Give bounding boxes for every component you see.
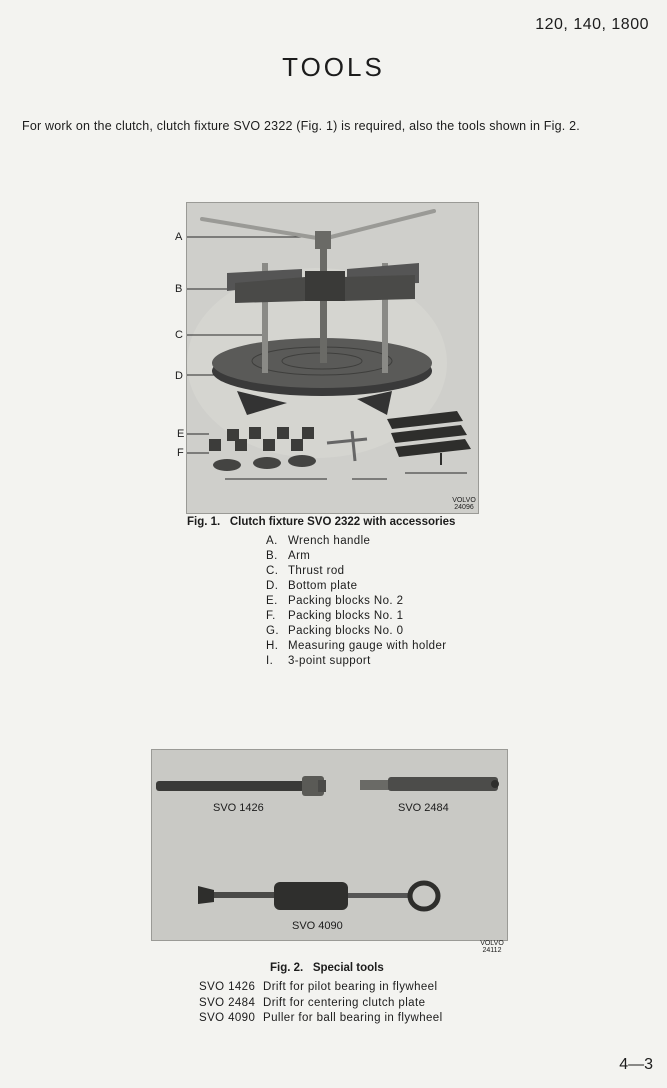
figure2-caption xyxy=(270,962,384,974)
legend-item xyxy=(266,549,446,564)
legend-key: G. xyxy=(266,625,279,637)
tool-code: SVO 1426 xyxy=(199,981,256,993)
legend-key: D. xyxy=(266,580,279,592)
label-c: C xyxy=(175,329,183,341)
tool-item xyxy=(199,996,443,1012)
figure1-stamp-brand: VOLVO xyxy=(452,497,476,504)
legend-key: H. xyxy=(266,640,279,652)
label-f: F xyxy=(177,447,184,459)
legend-item xyxy=(266,534,446,549)
header-models: 120, 140, 1800 xyxy=(535,16,649,33)
label-d: D xyxy=(175,370,183,382)
tool-label-1426: SVO 1426 xyxy=(213,802,264,814)
tool-description: Drift for pilot bearing in flywheel xyxy=(263,981,438,993)
tool-code: SVO 4090 xyxy=(199,1012,256,1024)
legend-key: B. xyxy=(266,550,278,562)
figure1-stamp xyxy=(444,497,484,511)
tool-code: SVO 2484 xyxy=(199,996,256,1009)
tool-item xyxy=(199,980,443,996)
legend-item xyxy=(266,564,446,579)
figure2-stamp-number: 24112 xyxy=(482,947,502,954)
figure2-caption-text: Special tools xyxy=(312,962,384,974)
page-title: TOOLS xyxy=(282,52,385,82)
tool-item xyxy=(199,1011,443,1027)
clutch-fixture-illustration xyxy=(187,203,478,513)
legend-item xyxy=(266,594,446,609)
legend-item xyxy=(266,624,446,639)
intro-paragraph: For work on the clutch, clutch fixture SVO 2322 (Fig. 1) is required, also the tools shown in Fig. 2. xyxy=(22,119,580,133)
legend-text: Packing blocks No. 0 xyxy=(288,625,404,637)
legend-item xyxy=(266,639,446,654)
legend-item xyxy=(266,579,446,594)
legend-key: A. xyxy=(266,535,278,547)
legend-text: Thrust rod xyxy=(288,565,345,577)
legend-text: 3-point support xyxy=(288,655,371,667)
legend-text: Arm xyxy=(288,550,311,562)
special-tools-illustration xyxy=(152,750,507,940)
label-b: B xyxy=(175,283,183,295)
tool-label-2484: SVO 2484 xyxy=(398,802,449,814)
page-number: 4—3 xyxy=(619,1056,653,1073)
legend-key: C. xyxy=(266,565,279,577)
legend-key: I. xyxy=(266,655,274,667)
tool-description: Puller for ball bearing in flywheel xyxy=(263,1012,443,1024)
legend-key: F. xyxy=(266,610,276,622)
legend-text: Measuring gauge with holder xyxy=(288,640,447,652)
tool-label-4090: SVO 4090 xyxy=(292,920,343,932)
legend-item xyxy=(266,609,446,624)
figure2-caption-number: Fig. 2. xyxy=(270,962,304,974)
legend-text: Wrench handle xyxy=(288,535,371,547)
figure2-stamp xyxy=(478,940,506,954)
legend-key: E. xyxy=(266,595,278,607)
tool-description: Drift for centering clutch plate xyxy=(263,996,426,1009)
legend-text: Packing blocks No. 2 xyxy=(288,595,404,607)
figure1-caption-text: Clutch fixture SVO 2322 with accessories xyxy=(229,516,456,528)
figure1-caption xyxy=(187,516,455,528)
legend-item xyxy=(266,654,446,669)
legend-text: Bottom plate xyxy=(288,580,358,592)
label-e: E xyxy=(177,428,185,440)
figure1-stamp-number: 24096 xyxy=(454,504,474,511)
figure2-photo xyxy=(151,749,508,941)
label-a: A xyxy=(175,231,183,243)
figure1-photo xyxy=(186,202,479,514)
figure1-caption-number: Fig. 1. xyxy=(187,516,221,528)
figure2-tool-list xyxy=(199,980,443,1027)
legend-text: Packing blocks No. 1 xyxy=(288,610,404,622)
figure1-legend xyxy=(266,534,446,669)
figure2-stamp-brand: VOLVO xyxy=(480,940,504,947)
